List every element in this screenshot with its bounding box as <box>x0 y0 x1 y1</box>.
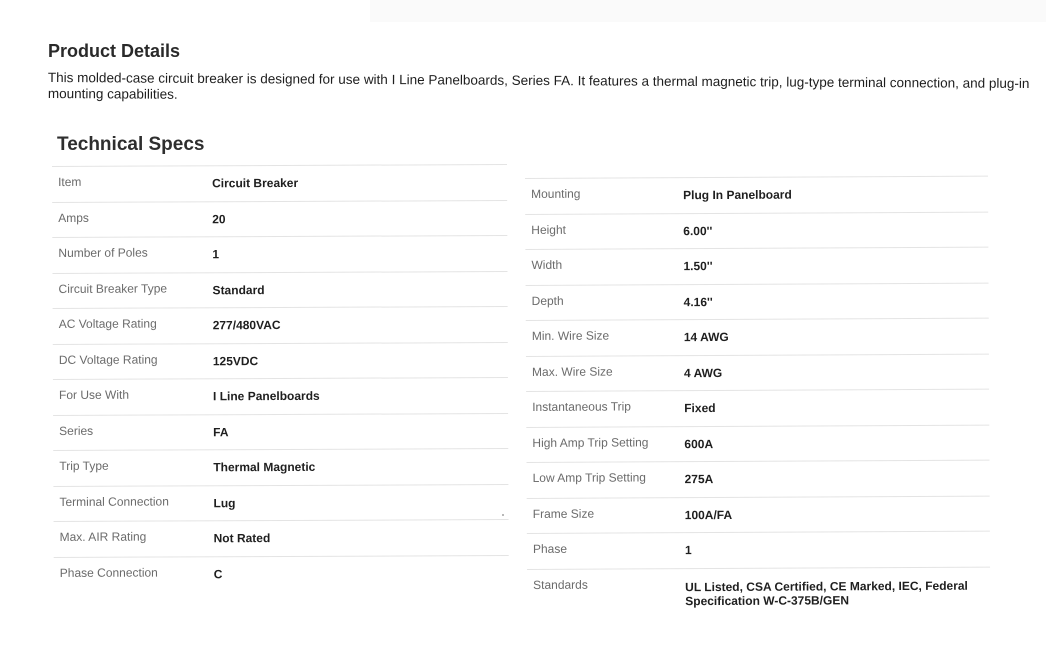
spec-label: AC Voltage Rating <box>58 316 157 331</box>
spec-label: Number of Poles <box>58 245 148 260</box>
spec-label: Standards <box>533 577 588 592</box>
spec-row-phase-connection <box>54 555 509 592</box>
spec-row-min-wire-size <box>526 318 989 356</box>
spec-value: 20 <box>212 211 226 226</box>
spec-row-mounting <box>525 176 988 214</box>
spec-row-max-wire-size <box>526 353 989 391</box>
spec-label: Instantaneous Trip <box>532 399 631 414</box>
spec-value: 100A/FA <box>684 507 733 522</box>
spec-label: Max. AIR Rating <box>59 529 147 544</box>
spec-value: UL Listed, CSA Certified, CE Marked, IEC, Federal Specification W-C-375B/GEN <box>685 578 968 608</box>
spec-row-amps <box>52 200 507 237</box>
spec-row-item <box>52 164 507 201</box>
spec-row-for-use-with <box>53 377 508 414</box>
spec-row-trip-type <box>53 448 508 485</box>
spec-label: Phase <box>532 541 568 556</box>
spec-label: Min. Wire Size <box>531 328 610 343</box>
spec-value: Lug <box>213 495 236 510</box>
spec-row-depth <box>526 282 989 320</box>
spec-label: High Amp Trip Setting <box>532 434 649 450</box>
product-details-title: Product Details <box>48 41 181 61</box>
spec-row-circuit-breaker-type <box>52 271 507 308</box>
spec-label: Item <box>58 174 82 189</box>
spec-row-width <box>525 247 988 285</box>
spec-label: Amps <box>58 210 89 225</box>
specs-table-left <box>52 164 509 592</box>
spec-row-height <box>525 211 988 249</box>
spec-value: 277/480VAC <box>212 318 281 333</box>
spec-value: 1 <box>684 543 692 558</box>
spec-label: DC Voltage Rating <box>58 352 158 367</box>
spec-value: Plug In Panelboard <box>683 187 792 203</box>
spec-value: FA <box>213 424 229 439</box>
spec-label: Height <box>531 222 566 237</box>
spec-value: 4.16'' <box>683 294 713 309</box>
spec-value: 1 <box>212 247 220 262</box>
spec-value: Standard <box>212 282 265 297</box>
spec-label: Mounting <box>531 186 581 201</box>
spec-row-ac-voltage-rating <box>53 306 508 343</box>
spec-value: 4 AWG <box>683 365 723 380</box>
spec-value: Not Rated <box>213 531 271 546</box>
spec-label: Trip Type <box>59 458 109 473</box>
spec-row-high-amp-trip-setting <box>526 424 989 462</box>
spec-value: C <box>213 566 223 581</box>
spec-row-max-air-rating <box>54 519 509 556</box>
spec-row-low-amp-trip-setting <box>526 460 989 498</box>
spec-row-number-of-poles <box>52 235 507 272</box>
spec-value: Circuit Breaker <box>212 175 299 191</box>
spec-label: Terminal Connection <box>59 493 169 509</box>
spec-value: 125VDC <box>212 353 259 368</box>
spec-value: 1.50'' <box>683 259 713 274</box>
spec-label: Phase Connection <box>59 565 158 580</box>
spec-row-frame-size <box>527 495 990 533</box>
spec-value: 6.00'' <box>683 223 713 238</box>
spec-label: Frame Size <box>532 506 595 521</box>
product-description: This molded-case circuit breaker is designed for use with I Line Panelboards, Series FA. It features a thermal magnetic trip, lug-type terminal connection, and plug-in mounting capabilities. <box>47 70 1030 102</box>
spec-value: 275A <box>684 472 714 487</box>
spec-value: Fixed <box>684 401 716 416</box>
spec-label: Series <box>59 423 94 438</box>
top-strip <box>370 0 1046 22</box>
spec-row-phase <box>527 531 990 569</box>
spec-row-series <box>53 413 508 450</box>
spec-row-terminal-connection <box>53 484 508 521</box>
specs-table-right <box>525 176 990 613</box>
spec-label: Depth <box>531 293 564 308</box>
spec-label: Low Amp Trip Setting <box>532 470 646 485</box>
spec-label: Width <box>531 257 563 272</box>
spec-label: Max. Wire Size <box>531 364 613 379</box>
spec-value: I Line Panelboards <box>212 388 320 404</box>
stray-dot <box>502 514 504 516</box>
spec-row-standards <box>527 566 990 612</box>
spec-label: Circuit Breaker Type <box>58 280 168 296</box>
spec-row-dc-voltage-rating <box>53 342 508 379</box>
spec-row-instantaneous-trip <box>526 389 989 427</box>
spec-label: For Use With <box>58 387 130 402</box>
spec-value: 600A <box>684 436 714 451</box>
technical-specs-title: Technical Specs <box>57 134 205 155</box>
spec-value: Thermal Magnetic <box>213 459 316 475</box>
spec-value: 14 AWG <box>683 329 729 345</box>
